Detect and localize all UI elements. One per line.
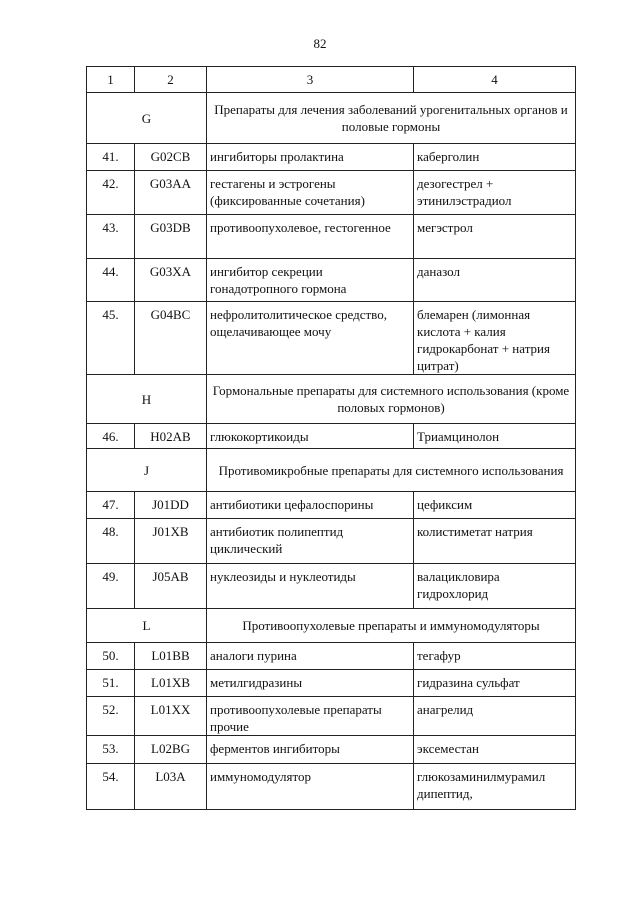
atc-code: G03DB [135, 215, 207, 259]
table-row [87, 519, 576, 564]
page-number: 82 [313, 36, 327, 51]
pharmacological-group: ингибиторы пролактина [207, 144, 414, 171]
section-row [87, 93, 576, 144]
atc-code: G02CB [135, 144, 207, 171]
atc-code: L01XX [135, 697, 207, 736]
drug-name: каберголин [414, 144, 576, 171]
table-header-row [87, 67, 576, 93]
row-number: 45. [87, 302, 135, 375]
pharmacological-group: иммуномодулятор [207, 764, 414, 810]
drug-name: блемарен (лимонная кислота + калия гидрокарбонат + натрия цитрат) [414, 302, 576, 375]
pharmacological-group: противоопухолевое, гестогенное [207, 215, 414, 259]
row-number: 43. [87, 215, 135, 259]
table-row [87, 643, 576, 670]
drug-name: тегафур [414, 643, 576, 670]
column-header-4: 4 [414, 67, 576, 93]
atc-code: L02BG [135, 736, 207, 764]
section-code: G [87, 93, 207, 144]
pharmacological-group: метилгидразины [207, 670, 414, 697]
atc-code: J05AB [135, 564, 207, 609]
table-row [87, 697, 576, 736]
drug-table [86, 66, 576, 810]
drug-name: эксеместан [414, 736, 576, 764]
table-row [87, 259, 576, 302]
section-row [87, 449, 576, 492]
pharmacological-group: гестагены и эстрогены (фиксированные сочетания) [207, 171, 414, 215]
table-row [87, 302, 576, 375]
table-row [87, 764, 576, 810]
pharmacological-group: ферментов ингибиторы [207, 736, 414, 764]
pharmacological-group: глюкокортикоиды [207, 424, 414, 449]
pharmacological-group: противоопухолевые препараты прочие [207, 697, 414, 736]
column-header-2: 2 [135, 67, 207, 93]
pharmacological-group: антибиотик полипептид циклический [207, 519, 414, 564]
table-row [87, 492, 576, 519]
pharmacological-group: нуклеозиды и нуклеотиды [207, 564, 414, 609]
atc-code: H02AB [135, 424, 207, 449]
pharmacological-group: ингибитор секреции гонадотропного гормона [207, 259, 414, 302]
section-code: J [87, 449, 207, 492]
section-code: H [87, 375, 207, 424]
row-number: 50. [87, 643, 135, 670]
section-row [87, 375, 576, 424]
table-row [87, 670, 576, 697]
drug-name: глюкозаминилмурамил дипептид, [414, 764, 576, 810]
column-header-1: 1 [87, 67, 135, 93]
pharmacological-group: аналоги пурина [207, 643, 414, 670]
row-number: 49. [87, 564, 135, 609]
pharmacological-group: антибиотики цефалоспорины [207, 492, 414, 519]
table-row [87, 424, 576, 449]
atc-code: L01BB [135, 643, 207, 670]
section-title: Противоопухолевые препараты и иммуномодуляторы [207, 609, 576, 643]
table-row [87, 171, 576, 215]
atc-code: G03XA [135, 259, 207, 302]
row-number: 48. [87, 519, 135, 564]
column-header-3: 3 [207, 67, 414, 93]
table-row [87, 144, 576, 171]
row-number: 46. [87, 424, 135, 449]
pharmacological-group: нефролитолитическое средство, ощелачивающее мочу [207, 302, 414, 375]
table-row [87, 736, 576, 764]
drug-name: дезогестрел + этинилэстрадиол [414, 171, 576, 215]
row-number: 41. [87, 144, 135, 171]
section-title: Препараты для лечения заболеваний урогенитальных органов и половые гормоны [207, 93, 576, 144]
row-number: 42. [87, 171, 135, 215]
drug-name: анагрелид [414, 697, 576, 736]
row-number: 47. [87, 492, 135, 519]
row-number: 44. [87, 259, 135, 302]
row-number: 54. [87, 764, 135, 810]
section-title: Гормональные препараты для системного использования (кроме половых гормонов) [207, 375, 576, 424]
section-code: L [87, 609, 207, 643]
row-number: 52. [87, 697, 135, 736]
atc-code: J01XB [135, 519, 207, 564]
drug-name: колистиметат натрия [414, 519, 576, 564]
drug-name: валацикловира гидрохлорид [414, 564, 576, 609]
section-row [87, 609, 576, 643]
drug-name: мегэстрол [414, 215, 576, 259]
row-number: 53. [87, 736, 135, 764]
drug-name: цефиксим [414, 492, 576, 519]
atc-code: J01DD [135, 492, 207, 519]
drug-name: гидразина сульфат [414, 670, 576, 697]
table-row [87, 215, 576, 259]
row-number: 51. [87, 670, 135, 697]
drug-name: Триамцинолон [414, 424, 576, 449]
atc-code: L03A [135, 764, 207, 810]
atc-code: G04BC [135, 302, 207, 375]
atc-code: L01XB [135, 670, 207, 697]
atc-code: G03AA [135, 171, 207, 215]
table-row [87, 564, 576, 609]
drug-name: даназол [414, 259, 576, 302]
section-title: Противомикробные препараты для системного использования [207, 449, 576, 492]
